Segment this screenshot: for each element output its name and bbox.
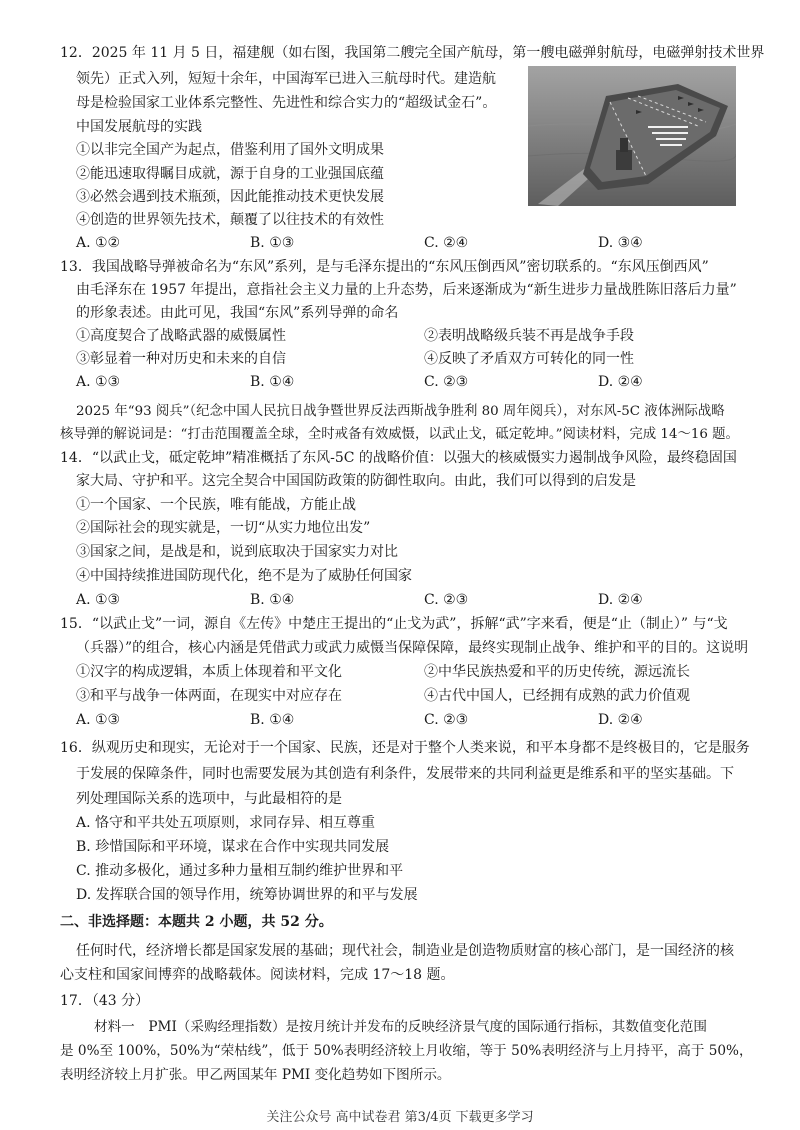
q13-choice-a: A. ①③ [76, 374, 121, 390]
q12-line-3: 母是检验国家工业体系完整性、先进性和综合实力的“超级试金石”。 [76, 95, 497, 111]
q17-material-line-2: 是 0%至 100%，50%为“荣枯线”，低于 50%表明经济较上月收缩，等于 50%表明经济与上月持平，高于 50%， [60, 1043, 753, 1059]
q13-option-3: ③彰显着一种对历史和未来的自信 [76, 351, 286, 367]
carrier-illustration [528, 66, 736, 206]
q16-choice-d: D. 发挥联合国的领导作用，统筹协调世界的和平与发展 [76, 887, 418, 903]
q12-line-2: 领先）正式入列，短短十余年，中国海军已进入三航母时代。建造航 [76, 71, 496, 87]
q17-heading: 17．（43 分） [60, 993, 150, 1009]
page-footer: 关注公众号 高中试卷君 第3/4页 下载更多学习 [266, 1110, 534, 1125]
q14-choice-b: B. ①④ [250, 592, 295, 608]
q15-choice-b: B. ①④ [250, 712, 295, 728]
q16-line-2: 于发展的保障条件，同时也需要发展为其创造有利条件，发展带来的共同利益更是维系和平的坚实基础。下 [76, 766, 734, 782]
q13-line-2: 由毛泽东在 1957 年提出，意指社会主义力量的上升态势，后来逐渐成为“新生进步力量战胜陈旧落后力量” [76, 282, 737, 298]
q12-choice-d: D. ③④ [598, 235, 643, 251]
q14-choice-d: D. ②④ [598, 592, 643, 608]
q13-choice-d: D. ②④ [598, 374, 643, 390]
q17-material-line-3: 表明经济较上月扩张。甲乙两国某年 PMI 变化趋势如下图所示。 [60, 1067, 451, 1083]
q13-option-1: ①高度契合了战略武器的威慑属性 [76, 328, 286, 344]
q12-choice-b: B. ①③ [250, 235, 295, 251]
q14-option-3: ③国家之间，是战是和，说到底取决于国家实力对比 [76, 544, 398, 560]
q13-option-2: ②表明战略级兵装不再是战争手段 [424, 328, 634, 344]
q16-choice-b: B. 珍惜国际和平环境，谋求在合作中实现共同发展 [76, 839, 390, 855]
q15-line-1: 15．“以武止戈”一词，源自《左传》中楚庄王提出的“止戈为武”，拆解“武”字来看，便是“止（制止）” 与“戈 [60, 616, 728, 632]
q16-line-3: 列处理国际关系的选项中，与此最相符的是 [76, 791, 342, 807]
q14-line-2: 家大局、守护和平。这完全契合中国国防政策的防御性取向。由此，我们可以得到的启发是 [76, 473, 636, 489]
q12-line-4: 中国发展航母的实践 [76, 119, 202, 135]
section-2-title: 二、非选择题：本题共 2 小题，共 52 分。 [60, 914, 333, 930]
q16-line-1: 16．纵观历史和现实，无论对于一个国家、民族，还是对于整个人类来说，和平本身都不是终极目的，它是服务 [60, 740, 750, 756]
q14-option-2: ②国际社会的现实就是，一切“从实力地位出发” [76, 520, 371, 536]
q15-option-1: ①汉字的构成逻辑，本质上体现着和平文化 [76, 664, 342, 680]
q12-option-4: ④创造的世界领先技术，颠覆了以往技术的有效性 [76, 212, 384, 228]
q14-line-1: 14．“以武止戈，砥定乾坤”精准概括了东风-5C 的战略价值：以强大的核威慑实力遏制战争风险，最终稳固国 [60, 450, 737, 466]
q13-choice-b: B. ①④ [250, 374, 295, 390]
q17-material-line-1: 材料一 PMI（采购经理指数）是按月统计并发布的反映经济景气度的国际通行指标，其数值变化范围 [94, 1019, 707, 1035]
q12-choice-a: A. ①② [76, 235, 121, 251]
q13-line-3: 的形象表述。由此可见，我国“东风”系列导弹的命名 [76, 305, 399, 321]
q12-option-1: ①以非完全国产为起点，借鉴利用了国外文明成果 [76, 142, 384, 158]
q12-line-1: 12．2025 年 11 月 5 日，福建舰（如右图，我国第二艘完全国产航母，第一艘电磁弹射航母，电磁弹射技术世界 [60, 45, 765, 61]
q16-choice-c: C. 推动多极化，通过多种力量相互制约维护世界和平 [76, 863, 404, 879]
q12-option-2: ②能迅速取得瞩目成就，源于自身的工业强国底蕴 [76, 166, 384, 182]
section-2-intro-line-2: 心支柱和国家间博弈的战略载体。阅读材料，完成 17～18 题。 [60, 967, 455, 983]
q12-choice-c: C. ②④ [424, 235, 469, 251]
q15-choice-a: A. ①③ [76, 712, 121, 728]
q13-option-4: ④反映了矛盾双方可转化的同一性 [424, 351, 634, 367]
intro-14-16-line-1: 2025 年“93 阅兵”（纪念中国人民抗日战争暨世界反法西斯战争胜利 80 周年阅兵），对东风-5C 液体洲际战略 [76, 404, 725, 419]
q15-choice-c: C. ②③ [424, 712, 469, 728]
q14-option-1: ①一个国家、一个民族，唯有能战，方能止战 [76, 497, 356, 513]
section-2-intro-line-1: 任何时代，经济增长都是国家发展的基础；现代社会，制造业是创造物质财富的核心部门，是一国经济的核 [76, 943, 734, 959]
aircraft-carrier-photo [528, 66, 736, 206]
q14-choice-a: A. ①③ [76, 592, 121, 608]
q12-option-3: ③必然会遇到技术瓶颈，因此能推动技术更快发展 [76, 189, 384, 205]
q15-option-3: ③和平与战争一体两面，在现实中对应存在 [76, 688, 342, 704]
q15-option-4: ④古代中国人，已经拥有成熟的武力价值观 [424, 688, 690, 704]
q15-option-2: ②中华民族热爱和平的历史传统，源远流长 [424, 664, 690, 680]
intro-14-16-line-2: 核导弹的解说词是：“打击范围覆盖全球，全时戒备有效威慑，以武止戈，砥定乾坤。”阅读材料，完成 14～16 题。 [60, 427, 739, 442]
q15-line-2: （兵器）”的组合，核心内涵是凭借武力或武力威慑当保障保障，最终实现制止战争、维护和平的目的。这说明 [76, 640, 749, 656]
q16-choice-a: A. 恪守和平共处五项原则，求同存异、相互尊重 [76, 815, 376, 831]
q13-line-1: 13．我国战略导弹被命名为“东风”系列，是与毛泽东提出的“东风压倒西风”密切联系的。“东风压倒西风” [60, 259, 709, 275]
q15-choice-d: D. ②④ [598, 712, 643, 728]
q14-option-4: ④中国持续推进国防现代化，绝不是为了威胁任何国家 [76, 568, 412, 584]
q13-choice-c: C. ②③ [424, 374, 469, 390]
q14-choice-c: C. ②③ [424, 592, 469, 608]
